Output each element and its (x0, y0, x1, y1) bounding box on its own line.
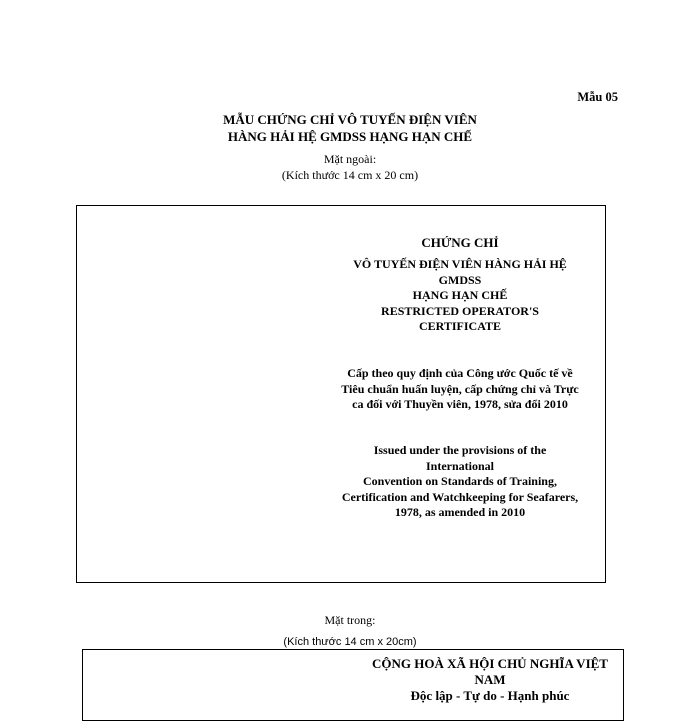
inner-side-size: (Kích thước 14 cm x 20cm) (283, 636, 417, 648)
issued-provision-vn (320, 366, 600, 413)
certificate-title-line: GMDSS (438, 272, 482, 287)
title-line: HÀNG HẢI HỆ GMDSS HẠNG HẠN CHẾ (227, 129, 473, 144)
issued-en-line: 1978, as amended in 2010 (394, 505, 526, 519)
issued-en-line: Issued under the provisions of the (373, 443, 547, 457)
issued-en-line: International (425, 458, 494, 473)
certificate-title-line: HẠNG HẠN CHẾ (412, 288, 508, 302)
outer-side-size: (Kích thước 14 cm x 20 cm) (281, 168, 419, 182)
inner-side-label: Mặt trong: (324, 613, 376, 627)
certificate-title-line: RESTRICTED OPERATOR'S (381, 303, 539, 318)
issued-vn-line: Cấp theo quy định của Công ước Quốc tế về (347, 366, 573, 380)
issued-en-line: Convention on Standards of Training, (363, 474, 557, 488)
national-header (350, 656, 630, 704)
title-line: MẪU CHỨNG CHỈ VÔ TUYẾN ĐIỆN VIÊN (223, 112, 477, 127)
certificate-heading: CHỨNG CHỈ (421, 235, 499, 250)
issued-vn-line: ca đối với Thuyền viên, 1978, sửa đổi 2010 (352, 397, 568, 411)
issued-vn-line: Tiêu chuẩn huấn luyện, cấp chứng chỉ và Trực (341, 381, 579, 396)
issued-en-line: Certification and Watchkeeping for Seafarers, (341, 489, 579, 504)
certificate-title (320, 257, 600, 335)
national-motto: Độc lập - Tự do - Hạnh phúc (410, 688, 570, 703)
issued-provision-en (320, 443, 600, 521)
outer-side-label: Mặt ngoài: (323, 152, 377, 166)
document-title (0, 111, 700, 145)
national-header-line: CỘNG HOÀ XÃ HỘI CHỦ NGHĨA VIỆT (372, 656, 608, 671)
form-number: Mẫu 05 (577, 90, 618, 104)
national-header-line: NAM (474, 672, 506, 687)
certificate-title-line: CERTIFICATE (418, 319, 502, 333)
outer-side-caption (0, 151, 700, 183)
certificate-title-line: VÔ TUYẾN ĐIỆN VIÊN HÀNG HẢI HỆ (353, 257, 567, 271)
